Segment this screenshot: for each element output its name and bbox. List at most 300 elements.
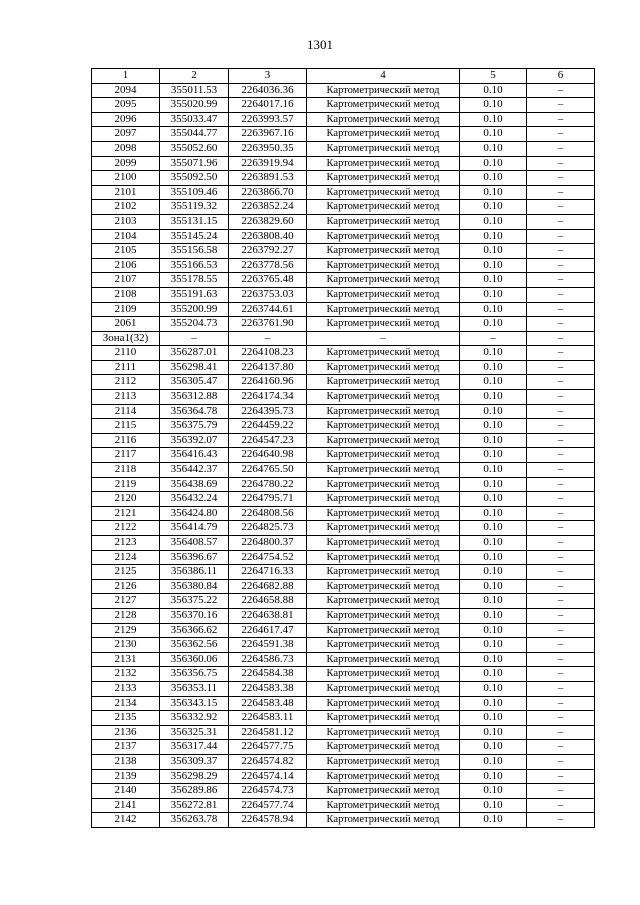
point-number-cell: 2133 [92, 681, 160, 696]
note-cell: – [527, 506, 595, 521]
y-coordinate-cell: 2264578.94 [229, 813, 307, 828]
y-coordinate-cell: 2263950.35 [229, 141, 307, 156]
y-coordinate-cell: 2263765.48 [229, 273, 307, 288]
x-coordinate-cell: 356408.57 [160, 536, 229, 551]
point-number-cell: 2131 [92, 652, 160, 667]
table-row [92, 360, 595, 375]
y-coordinate-cell: 2263866.70 [229, 185, 307, 200]
table-row [92, 448, 595, 463]
method-cell: Картометрический метод [307, 287, 460, 302]
x-coordinate-cell: 356272.81 [160, 798, 229, 813]
accuracy-cell: 0.10 [460, 317, 527, 332]
accuracy-cell: 0.10 [460, 536, 527, 551]
table-row [92, 477, 595, 492]
table-row [92, 813, 595, 828]
column-header-6: 6 [527, 69, 595, 84]
y-coordinate-cell: 2264638.81 [229, 608, 307, 623]
accuracy-cell: 0.10 [460, 784, 527, 799]
y-coordinate-cell: 2263852.24 [229, 200, 307, 215]
table-row [92, 83, 595, 98]
method-cell: Картометрический метод [307, 798, 460, 813]
x-coordinate-cell: – [160, 331, 229, 346]
point-number-cell: 2135 [92, 711, 160, 726]
x-coordinate-cell: 356380.84 [160, 579, 229, 594]
table-row [92, 565, 595, 580]
table-row [92, 536, 595, 551]
point-number-cell: 2130 [92, 638, 160, 653]
x-coordinate-cell: 356386.11 [160, 565, 229, 580]
x-coordinate-cell: 355178.55 [160, 273, 229, 288]
method-cell: Картометрический метод [307, 390, 460, 405]
accuracy-cell: 0.10 [460, 98, 527, 113]
method-cell: Картометрический метод [307, 419, 460, 434]
point-number-cell: 2113 [92, 390, 160, 405]
x-coordinate-cell: 355119.32 [160, 200, 229, 215]
accuracy-cell: 0.10 [460, 506, 527, 521]
x-coordinate-cell: 356332.92 [160, 711, 229, 726]
x-coordinate-cell: 355200.99 [160, 302, 229, 317]
method-cell: Картометрический метод [307, 623, 460, 638]
point-number-cell: 2120 [92, 492, 160, 507]
note-cell: – [527, 740, 595, 755]
accuracy-cell: 0.10 [460, 390, 527, 405]
table-row [92, 375, 595, 390]
table-row [92, 638, 595, 653]
method-cell: Картометрический метод [307, 550, 460, 565]
point-number-cell: 2102 [92, 200, 160, 215]
note-cell: – [527, 302, 595, 317]
method-cell: Картометрический метод [307, 521, 460, 536]
table-row [92, 346, 595, 361]
method-cell: Картометрический метод [307, 141, 460, 156]
point-number-cell: 2101 [92, 185, 160, 200]
method-cell: Картометрический метод [307, 258, 460, 273]
table-row [92, 784, 595, 799]
x-coordinate-cell: 356442.37 [160, 463, 229, 478]
note-cell: – [527, 608, 595, 623]
method-cell: Картометрический метод [307, 769, 460, 784]
y-coordinate-cell: 2264581.12 [229, 725, 307, 740]
note-cell: – [527, 477, 595, 492]
x-coordinate-cell: 355071.96 [160, 156, 229, 171]
table-row [92, 273, 595, 288]
note-cell: – [527, 287, 595, 302]
x-coordinate-cell: 355204.73 [160, 317, 229, 332]
point-number-cell: 2117 [92, 448, 160, 463]
header-row [92, 69, 595, 84]
method-cell: Картометрический метод [307, 579, 460, 594]
point-number-cell: 2139 [92, 769, 160, 784]
accuracy-cell: 0.10 [460, 258, 527, 273]
y-coordinate-cell: 2264780.22 [229, 477, 307, 492]
x-coordinate-cell: 356375.22 [160, 594, 229, 609]
x-coordinate-cell: 356375.79 [160, 419, 229, 434]
accuracy-cell: 0.10 [460, 579, 527, 594]
y-coordinate-cell: 2263829.60 [229, 214, 307, 229]
x-coordinate-cell: 356360.06 [160, 652, 229, 667]
y-coordinate-cell: 2264160.96 [229, 375, 307, 390]
accuracy-cell: 0.10 [460, 769, 527, 784]
accuracy-cell: 0.10 [460, 521, 527, 536]
y-coordinate-cell: 2263778.56 [229, 258, 307, 273]
table-row [92, 740, 595, 755]
point-number-cell: 2097 [92, 127, 160, 142]
note-cell: – [527, 360, 595, 375]
accuracy-cell: 0.10 [460, 798, 527, 813]
table-row [92, 550, 595, 565]
y-coordinate-cell: 2263753.03 [229, 287, 307, 302]
table-row [92, 404, 595, 419]
point-number-cell: 2138 [92, 754, 160, 769]
method-cell: Картометрический метод [307, 433, 460, 448]
point-number-cell: 2118 [92, 463, 160, 478]
point-number-cell: 2127 [92, 594, 160, 609]
note-cell: – [527, 492, 595, 507]
method-cell: Картометрический метод [307, 346, 460, 361]
method-cell: Картометрический метод [307, 784, 460, 799]
note-cell: – [527, 769, 595, 784]
x-coordinate-cell: 356343.15 [160, 696, 229, 711]
accuracy-cell: 0.10 [460, 448, 527, 463]
method-cell: Картометрический метод [307, 229, 460, 244]
y-coordinate-cell: 2264017.16 [229, 98, 307, 113]
accuracy-cell: 0.10 [460, 463, 527, 478]
note-cell: – [527, 331, 595, 346]
note-cell: – [527, 229, 595, 244]
y-coordinate-cell: 2264795.71 [229, 492, 307, 507]
accuracy-cell: 0.10 [460, 112, 527, 127]
point-number-cell: 2115 [92, 419, 160, 434]
column-header-2: 2 [160, 69, 229, 84]
zone-label-cell: Зона1(32) [92, 331, 160, 346]
accuracy-cell: 0.10 [460, 375, 527, 390]
table-row [92, 652, 595, 667]
note-cell: – [527, 550, 595, 565]
note-cell: – [527, 83, 595, 98]
point-number-cell: 2112 [92, 375, 160, 390]
table-row [92, 579, 595, 594]
x-coordinate-cell: 355166.53 [160, 258, 229, 273]
method-cell: Картометрический метод [307, 740, 460, 755]
method-cell: – [307, 331, 460, 346]
x-coordinate-cell: 356317.44 [160, 740, 229, 755]
y-coordinate-cell: 2263792.27 [229, 244, 307, 259]
note-cell: – [527, 171, 595, 186]
accuracy-cell: 0.10 [460, 287, 527, 302]
table-row [92, 506, 595, 521]
accuracy-cell: 0.10 [460, 127, 527, 142]
point-number-cell: 2122 [92, 521, 160, 536]
table-row [92, 492, 595, 507]
method-cell: Картометрический метод [307, 98, 460, 113]
note-cell: – [527, 214, 595, 229]
table-row [92, 608, 595, 623]
accuracy-cell: 0.10 [460, 696, 527, 711]
y-coordinate-cell: 2264036.36 [229, 83, 307, 98]
method-cell: Картометрический метод [307, 565, 460, 580]
table-row [92, 171, 595, 186]
table-row [92, 317, 595, 332]
accuracy-cell: 0.10 [460, 740, 527, 755]
x-coordinate-cell: 356263.78 [160, 813, 229, 828]
table-row [92, 711, 595, 726]
accuracy-cell: 0.10 [460, 594, 527, 609]
y-coordinate-cell: – [229, 331, 307, 346]
x-coordinate-cell: 356364.78 [160, 404, 229, 419]
point-number-cell: 2096 [92, 112, 160, 127]
table-row [92, 769, 595, 784]
x-coordinate-cell: 356370.16 [160, 608, 229, 623]
x-coordinate-cell: 355011.53 [160, 83, 229, 98]
y-coordinate-cell: 2263919.94 [229, 156, 307, 171]
accuracy-cell: 0.10 [460, 725, 527, 740]
table-row [92, 463, 595, 478]
accuracy-cell: 0.10 [460, 754, 527, 769]
accuracy-cell: 0.10 [460, 273, 527, 288]
method-cell: Картометрический метод [307, 463, 460, 478]
table-row [92, 390, 595, 405]
accuracy-cell: 0.10 [460, 346, 527, 361]
note-cell: – [527, 433, 595, 448]
note-cell: – [527, 638, 595, 653]
y-coordinate-cell: 2264577.74 [229, 798, 307, 813]
accuracy-cell: 0.10 [460, 200, 527, 215]
table-row [92, 623, 595, 638]
note-cell: – [527, 273, 595, 288]
note-cell: – [527, 375, 595, 390]
method-cell: Картометрический метод [307, 127, 460, 142]
y-coordinate-cell: 2264583.48 [229, 696, 307, 711]
y-coordinate-cell: 2264591.38 [229, 638, 307, 653]
table-row [92, 185, 595, 200]
method-cell: Картометрический метод [307, 652, 460, 667]
accuracy-cell: 0.10 [460, 477, 527, 492]
note-cell: – [527, 579, 595, 594]
method-cell: Картометрический метод [307, 608, 460, 623]
table-body [92, 83, 595, 827]
table-row [92, 229, 595, 244]
x-coordinate-cell: 355092.50 [160, 171, 229, 186]
y-coordinate-cell: 2263993.57 [229, 112, 307, 127]
table-row [92, 594, 595, 609]
accuracy-cell: 0.10 [460, 229, 527, 244]
y-coordinate-cell: 2264825.73 [229, 521, 307, 536]
note-cell: – [527, 98, 595, 113]
note-cell: – [527, 798, 595, 813]
y-coordinate-cell: 2264640.98 [229, 448, 307, 463]
table-row [92, 696, 595, 711]
method-cell: Картометрический метод [307, 244, 460, 259]
y-coordinate-cell: 2264574.73 [229, 784, 307, 799]
y-coordinate-cell: 2264574.14 [229, 769, 307, 784]
y-coordinate-cell: 2264765.50 [229, 463, 307, 478]
point-number-cell: 2106 [92, 258, 160, 273]
x-coordinate-cell: 356353.11 [160, 681, 229, 696]
method-cell: Картометрический метод [307, 813, 460, 828]
point-number-cell: 2124 [92, 550, 160, 565]
coordinates-table [91, 68, 595, 828]
y-coordinate-cell: 2264459.22 [229, 419, 307, 434]
point-number-cell: 2110 [92, 346, 160, 361]
accuracy-cell: 0.10 [460, 711, 527, 726]
point-number-cell: 2098 [92, 141, 160, 156]
accuracy-cell: 0.10 [460, 550, 527, 565]
point-number-cell: 2104 [92, 229, 160, 244]
x-coordinate-cell: 356424.80 [160, 506, 229, 521]
y-coordinate-cell: 2263891.53 [229, 171, 307, 186]
y-coordinate-cell: 2264583.38 [229, 681, 307, 696]
accuracy-cell: 0.10 [460, 492, 527, 507]
table-row [92, 98, 595, 113]
note-cell: – [527, 536, 595, 551]
point-number-cell: 2126 [92, 579, 160, 594]
x-coordinate-cell: 356298.41 [160, 360, 229, 375]
table-row [92, 419, 595, 434]
table-row [92, 214, 595, 229]
point-number-cell: 2105 [92, 244, 160, 259]
y-coordinate-cell: 2264682.88 [229, 579, 307, 594]
x-coordinate-cell: 355191.63 [160, 287, 229, 302]
note-cell: – [527, 813, 595, 828]
y-coordinate-cell: 2264584.38 [229, 667, 307, 682]
x-coordinate-cell: 355156.58 [160, 244, 229, 259]
note-cell: – [527, 317, 595, 332]
method-cell: Картометрический метод [307, 492, 460, 507]
method-cell: Картометрический метод [307, 638, 460, 653]
y-coordinate-cell: 2264586.73 [229, 652, 307, 667]
y-coordinate-cell: 2263808.40 [229, 229, 307, 244]
note-cell: – [527, 681, 595, 696]
point-number-cell: 2114 [92, 404, 160, 419]
point-number-cell: 2141 [92, 798, 160, 813]
note-cell: – [527, 711, 595, 726]
table-row [92, 798, 595, 813]
method-cell: Картометрический метод [307, 536, 460, 551]
point-number-cell: 2107 [92, 273, 160, 288]
point-number-cell: 2137 [92, 740, 160, 755]
table-row [92, 667, 595, 682]
note-cell: – [527, 754, 595, 769]
y-coordinate-cell: 2263761.90 [229, 317, 307, 332]
zone-row [92, 331, 595, 346]
point-number-cell: 2140 [92, 784, 160, 799]
note-cell: – [527, 244, 595, 259]
x-coordinate-cell: 356312.88 [160, 390, 229, 405]
table-row [92, 681, 595, 696]
note-cell: – [527, 404, 595, 419]
accuracy-cell: 0.10 [460, 608, 527, 623]
note-cell: – [527, 112, 595, 127]
column-header-5: 5 [460, 69, 527, 84]
accuracy-cell: 0.10 [460, 244, 527, 259]
x-coordinate-cell: 356392.07 [160, 433, 229, 448]
point-number-cell: 2103 [92, 214, 160, 229]
point-number-cell: 2095 [92, 98, 160, 113]
point-number-cell: 2094 [92, 83, 160, 98]
method-cell: Картометрический метод [307, 156, 460, 171]
method-cell: Картометрический метод [307, 302, 460, 317]
note-cell: – [527, 565, 595, 580]
column-header-3: 3 [229, 69, 307, 84]
note-cell: – [527, 258, 595, 273]
table-row [92, 521, 595, 536]
accuracy-cell: 0.10 [460, 214, 527, 229]
column-header-4: 4 [307, 69, 460, 84]
x-coordinate-cell: 355052.60 [160, 141, 229, 156]
accuracy-cell: 0.10 [460, 404, 527, 419]
x-coordinate-cell: 356325.31 [160, 725, 229, 740]
method-cell: Картометрический метод [307, 317, 460, 332]
y-coordinate-cell: 2264754.52 [229, 550, 307, 565]
accuracy-cell: 0.10 [460, 667, 527, 682]
note-cell: – [527, 346, 595, 361]
method-cell: Картометрический метод [307, 273, 460, 288]
point-number-cell: 2099 [92, 156, 160, 171]
x-coordinate-cell: 356366.62 [160, 623, 229, 638]
y-coordinate-cell: 2264800.37 [229, 536, 307, 551]
y-coordinate-cell: 2264547.23 [229, 433, 307, 448]
table-row [92, 725, 595, 740]
note-cell: – [527, 623, 595, 638]
accuracy-cell: 0.10 [460, 185, 527, 200]
x-coordinate-cell: 356432.24 [160, 492, 229, 507]
x-coordinate-cell: 356396.67 [160, 550, 229, 565]
table-row [92, 112, 595, 127]
table-row [92, 127, 595, 142]
note-cell: – [527, 696, 595, 711]
method-cell: Картометрический метод [307, 477, 460, 492]
note-cell: – [527, 419, 595, 434]
y-coordinate-cell: 2264716.33 [229, 565, 307, 580]
point-number-cell: 2108 [92, 287, 160, 302]
accuracy-cell: 0.10 [460, 302, 527, 317]
method-cell: Картометрический метод [307, 360, 460, 375]
note-cell: – [527, 463, 595, 478]
accuracy-cell: 0.10 [460, 171, 527, 186]
note-cell: – [527, 521, 595, 536]
note-cell: – [527, 185, 595, 200]
x-coordinate-cell: 356289.86 [160, 784, 229, 799]
method-cell: Картометрический метод [307, 448, 460, 463]
method-cell: Картометрический метод [307, 185, 460, 200]
point-number-cell: 2129 [92, 623, 160, 638]
note-cell: – [527, 448, 595, 463]
method-cell: Картометрический метод [307, 171, 460, 186]
x-coordinate-cell: 356309.37 [160, 754, 229, 769]
y-coordinate-cell: 2263967.16 [229, 127, 307, 142]
accuracy-cell: 0.10 [460, 813, 527, 828]
x-coordinate-cell: 356416.43 [160, 448, 229, 463]
point-number-cell: 2134 [92, 696, 160, 711]
accuracy-cell: 0.10 [460, 433, 527, 448]
method-cell: Картометрический метод [307, 696, 460, 711]
x-coordinate-cell: 356414.79 [160, 521, 229, 536]
x-coordinate-cell: 356287.01 [160, 346, 229, 361]
method-cell: Картометрический метод [307, 506, 460, 521]
point-number-cell: 2125 [92, 565, 160, 580]
accuracy-cell: 0.10 [460, 141, 527, 156]
method-cell: Картометрический метод [307, 214, 460, 229]
point-number-cell: 2061 [92, 317, 160, 332]
note-cell: – [527, 156, 595, 171]
method-cell: Картометрический метод [307, 681, 460, 696]
accuracy-cell: 0.10 [460, 419, 527, 434]
method-cell: Картометрический метод [307, 667, 460, 682]
table-row [92, 258, 595, 273]
point-number-cell: 2116 [92, 433, 160, 448]
accuracy-cell: 0.10 [460, 360, 527, 375]
table-row [92, 141, 595, 156]
